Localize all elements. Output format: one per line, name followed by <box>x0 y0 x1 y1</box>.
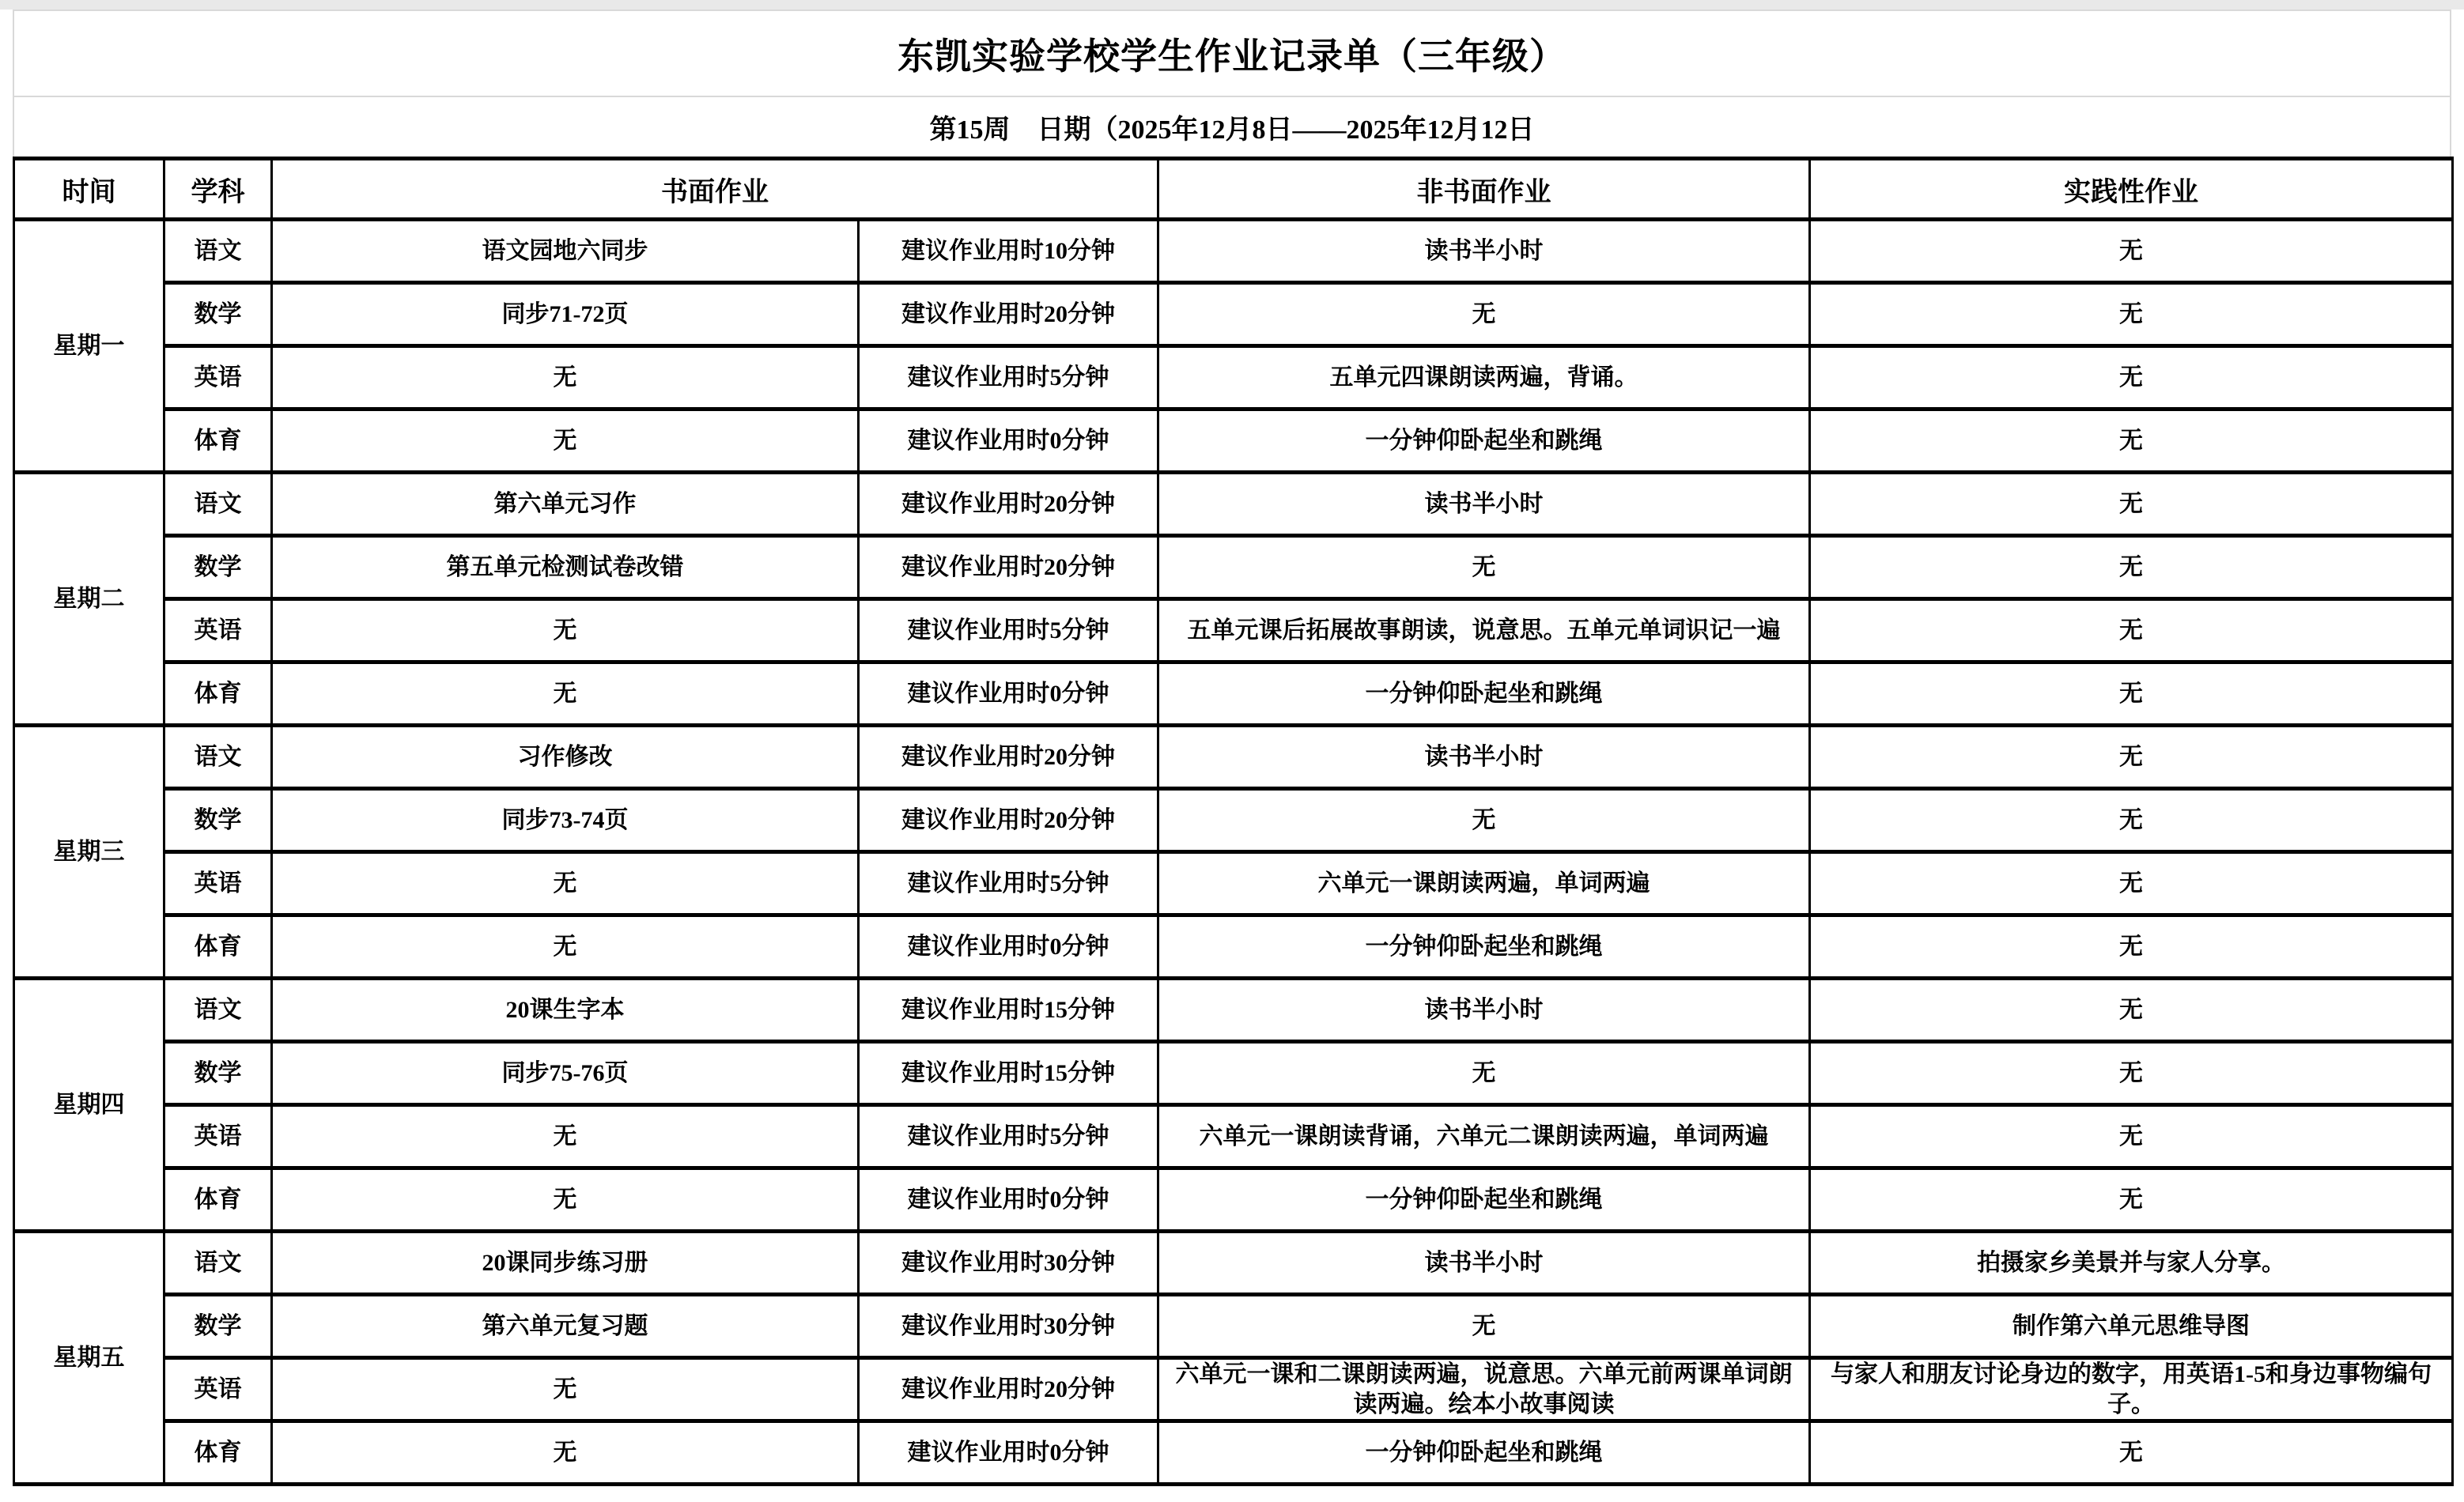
day-cell: 星期一 <box>14 220 164 473</box>
practical-cell: 无 <box>1810 726 2453 789</box>
homework-sheet <box>13 9 2451 1486</box>
nonwritten-cell: 读书半小时 <box>1158 1232 1810 1295</box>
subject-cell: 语文 <box>164 726 272 789</box>
table-row <box>14 979 2453 1042</box>
header-subject: 学科 <box>164 159 272 220</box>
written-cell: 同步75-76页 <box>272 1042 859 1105</box>
table-row <box>14 726 2453 789</box>
table-row <box>14 1232 2453 1295</box>
day-cell: 星期五 <box>14 1232 164 1485</box>
written-cell: 无 <box>272 1168 859 1232</box>
subject-cell: 英语 <box>164 1105 272 1168</box>
written-cell: 无 <box>272 1105 859 1168</box>
practical-cell: 无 <box>1810 409 2453 473</box>
duration-cell: 建议作业用时10分钟 <box>859 220 1158 283</box>
nonwritten-cell: 无 <box>1158 789 1810 852</box>
written-cell: 语文园地六同步 <box>272 220 859 283</box>
practical-cell: 与家人和朋友讨论身边的数字，用英语1-5和身边事物编句子。 <box>1810 1358 2453 1421</box>
subject-cell: 英语 <box>164 346 272 409</box>
duration-cell: 建议作业用时20分钟 <box>859 536 1158 599</box>
nonwritten-cell: 无 <box>1158 536 1810 599</box>
day-cell: 星期三 <box>14 726 164 979</box>
table-row <box>14 346 2453 409</box>
day-cell: 星期二 <box>14 473 164 726</box>
nonwritten-cell: 六单元一课朗读两遍，单词两遍 <box>1158 852 1810 915</box>
table-row <box>14 283 2453 346</box>
nonwritten-cell: 一分钟仰卧起坐和跳绳 <box>1158 1168 1810 1232</box>
table-row <box>14 852 2453 915</box>
written-cell: 同步73-74页 <box>272 789 859 852</box>
duration-cell: 建议作业用时20分钟 <box>859 726 1158 789</box>
written-cell: 第五单元检测试卷改错 <box>272 536 859 599</box>
subject-cell: 体育 <box>164 1168 272 1232</box>
table-row <box>14 1421 2453 1485</box>
practical-cell: 拍摄家乡美景并与家人分享。 <box>1810 1232 2453 1295</box>
duration-cell: 建议作业用时15分钟 <box>859 1042 1158 1105</box>
day-cell: 星期四 <box>14 979 164 1232</box>
practical-cell: 无 <box>1810 283 2453 346</box>
written-cell: 20课同步练习册 <box>272 1232 859 1295</box>
table-row <box>14 789 2453 852</box>
practical-cell: 无 <box>1810 662 2453 726</box>
table-row <box>14 915 2453 979</box>
nonwritten-cell: 无 <box>1158 1042 1810 1105</box>
duration-cell: 建议作业用时30分钟 <box>859 1232 1158 1295</box>
nonwritten-cell: 读书半小时 <box>1158 473 1810 536</box>
subject-cell: 体育 <box>164 409 272 473</box>
subject-cell: 数学 <box>164 283 272 346</box>
practical-cell: 无 <box>1810 852 2453 915</box>
subject-cell: 语文 <box>164 979 272 1042</box>
practical-cell: 制作第六单元思维导图 <box>1810 1295 2453 1358</box>
written-cell: 第六单元复习题 <box>272 1295 859 1358</box>
table-row <box>14 409 2453 473</box>
nonwritten-cell: 五单元课后拓展故事朗读，说意思。五单元单词识记一遍 <box>1158 599 1810 662</box>
duration-cell: 建议作业用时5分钟 <box>859 599 1158 662</box>
practical-cell: 无 <box>1810 1105 2453 1168</box>
top-strip <box>0 0 2464 9</box>
subject-cell: 英语 <box>164 1358 272 1421</box>
written-cell: 无 <box>272 1421 859 1485</box>
table-row <box>14 1168 2453 1232</box>
written-cell: 20课生字本 <box>272 979 859 1042</box>
practical-cell: 无 <box>1810 346 2453 409</box>
subject-cell: 体育 <box>164 915 272 979</box>
header-time: 时间 <box>14 159 164 220</box>
nonwritten-cell: 六单元一课朗读背诵，六单元二课朗读两遍，单词两遍 <box>1158 1105 1810 1168</box>
page-subtitle: 第15周 日期（2025年12月8日——2025年12月12日 <box>929 115 1535 145</box>
duration-cell: 建议作业用时0分钟 <box>859 662 1158 726</box>
day-group-monday <box>14 220 2453 473</box>
subject-cell: 语文 <box>164 1232 272 1295</box>
nonwritten-cell: 读书半小时 <box>1158 979 1810 1042</box>
subject-cell: 数学 <box>164 536 272 599</box>
duration-cell: 建议作业用时20分钟 <box>859 1358 1158 1421</box>
nonwritten-cell: 无 <box>1158 1295 1810 1358</box>
title-bar <box>13 9 2451 96</box>
header-nonwritten: 非书面作业 <box>1158 159 1810 220</box>
practical-cell: 无 <box>1810 599 2453 662</box>
subject-cell: 数学 <box>164 789 272 852</box>
table-row <box>14 599 2453 662</box>
nonwritten-cell: 读书半小时 <box>1158 726 1810 789</box>
duration-cell: 建议作业用时5分钟 <box>859 1105 1158 1168</box>
duration-cell: 建议作业用时30分钟 <box>859 1295 1158 1358</box>
table-row <box>14 1105 2453 1168</box>
duration-cell: 建议作业用时20分钟 <box>859 789 1158 852</box>
table-row <box>14 220 2453 283</box>
subject-cell: 英语 <box>164 599 272 662</box>
practical-cell: 无 <box>1810 789 2453 852</box>
table-row <box>14 1295 2453 1358</box>
subject-cell: 语文 <box>164 220 272 283</box>
written-cell: 无 <box>272 599 859 662</box>
duration-cell: 建议作业用时0分钟 <box>859 1168 1158 1232</box>
duration-cell: 建议作业用时5分钟 <box>859 346 1158 409</box>
nonwritten-cell: 读书半小时 <box>1158 220 1810 283</box>
day-group-wednesday <box>14 726 2453 979</box>
subject-cell: 体育 <box>164 662 272 726</box>
practical-cell: 无 <box>1810 220 2453 283</box>
nonwritten-cell: 五单元四课朗读两遍，背诵。 <box>1158 346 1810 409</box>
practical-cell: 无 <box>1810 536 2453 599</box>
header-row <box>14 159 2453 220</box>
duration-cell: 建议作业用时15分钟 <box>859 979 1158 1042</box>
subject-cell: 体育 <box>164 1421 272 1485</box>
duration-cell: 建议作业用时5分钟 <box>859 852 1158 915</box>
subject-cell: 数学 <box>164 1042 272 1105</box>
practical-cell: 无 <box>1810 473 2453 536</box>
practical-cell: 无 <box>1810 979 2453 1042</box>
practical-cell: 无 <box>1810 1168 2453 1232</box>
header-practical: 实践性作业 <box>1810 159 2453 220</box>
duration-cell: 建议作业用时0分钟 <box>859 915 1158 979</box>
practical-cell: 无 <box>1810 1421 2453 1485</box>
day-group-tuesday <box>14 473 2453 726</box>
subject-cell: 语文 <box>164 473 272 536</box>
nonwritten-cell: 六单元一课和二课朗读两遍，说意思。六单元前两课单词朗读两遍。绘本小故事阅读 <box>1158 1358 1810 1421</box>
written-cell: 无 <box>272 1358 859 1421</box>
practical-cell: 无 <box>1810 915 2453 979</box>
table-row <box>14 536 2453 599</box>
subject-cell: 英语 <box>164 852 272 915</box>
written-cell: 无 <box>272 409 859 473</box>
written-cell: 无 <box>272 852 859 915</box>
table-row <box>14 473 2453 536</box>
duration-cell: 建议作业用时20分钟 <box>859 283 1158 346</box>
table-row <box>14 1042 2453 1105</box>
homework-table <box>13 157 2454 1486</box>
written-cell: 无 <box>272 662 859 726</box>
nonwritten-cell: 一分钟仰卧起坐和跳绳 <box>1158 915 1810 979</box>
written-cell: 无 <box>272 915 859 979</box>
day-group-friday <box>14 1232 2453 1485</box>
table-row <box>14 662 2453 726</box>
subtitle-bar <box>13 96 2451 157</box>
nonwritten-cell: 无 <box>1158 283 1810 346</box>
nonwritten-cell: 一分钟仰卧起坐和跳绳 <box>1158 409 1810 473</box>
practical-cell: 无 <box>1810 1042 2453 1105</box>
table-row <box>14 1358 2453 1421</box>
written-cell: 第六单元习作 <box>272 473 859 536</box>
day-group-thursday <box>14 979 2453 1232</box>
nonwritten-cell: 一分钟仰卧起坐和跳绳 <box>1158 1421 1810 1485</box>
duration-cell: 建议作业用时0分钟 <box>859 1421 1158 1485</box>
written-cell: 无 <box>272 346 859 409</box>
written-cell: 同步71-72页 <box>272 283 859 346</box>
nonwritten-cell: 一分钟仰卧起坐和跳绳 <box>1158 662 1810 726</box>
duration-cell: 建议作业用时0分钟 <box>859 409 1158 473</box>
page-title: 东凯实验学校学生作业记录单（三年级） <box>898 36 1566 77</box>
written-cell: 习作修改 <box>272 726 859 789</box>
header-written: 书面作业 <box>272 159 1158 220</box>
duration-cell: 建议作业用时20分钟 <box>859 473 1158 536</box>
subject-cell: 数学 <box>164 1295 272 1358</box>
